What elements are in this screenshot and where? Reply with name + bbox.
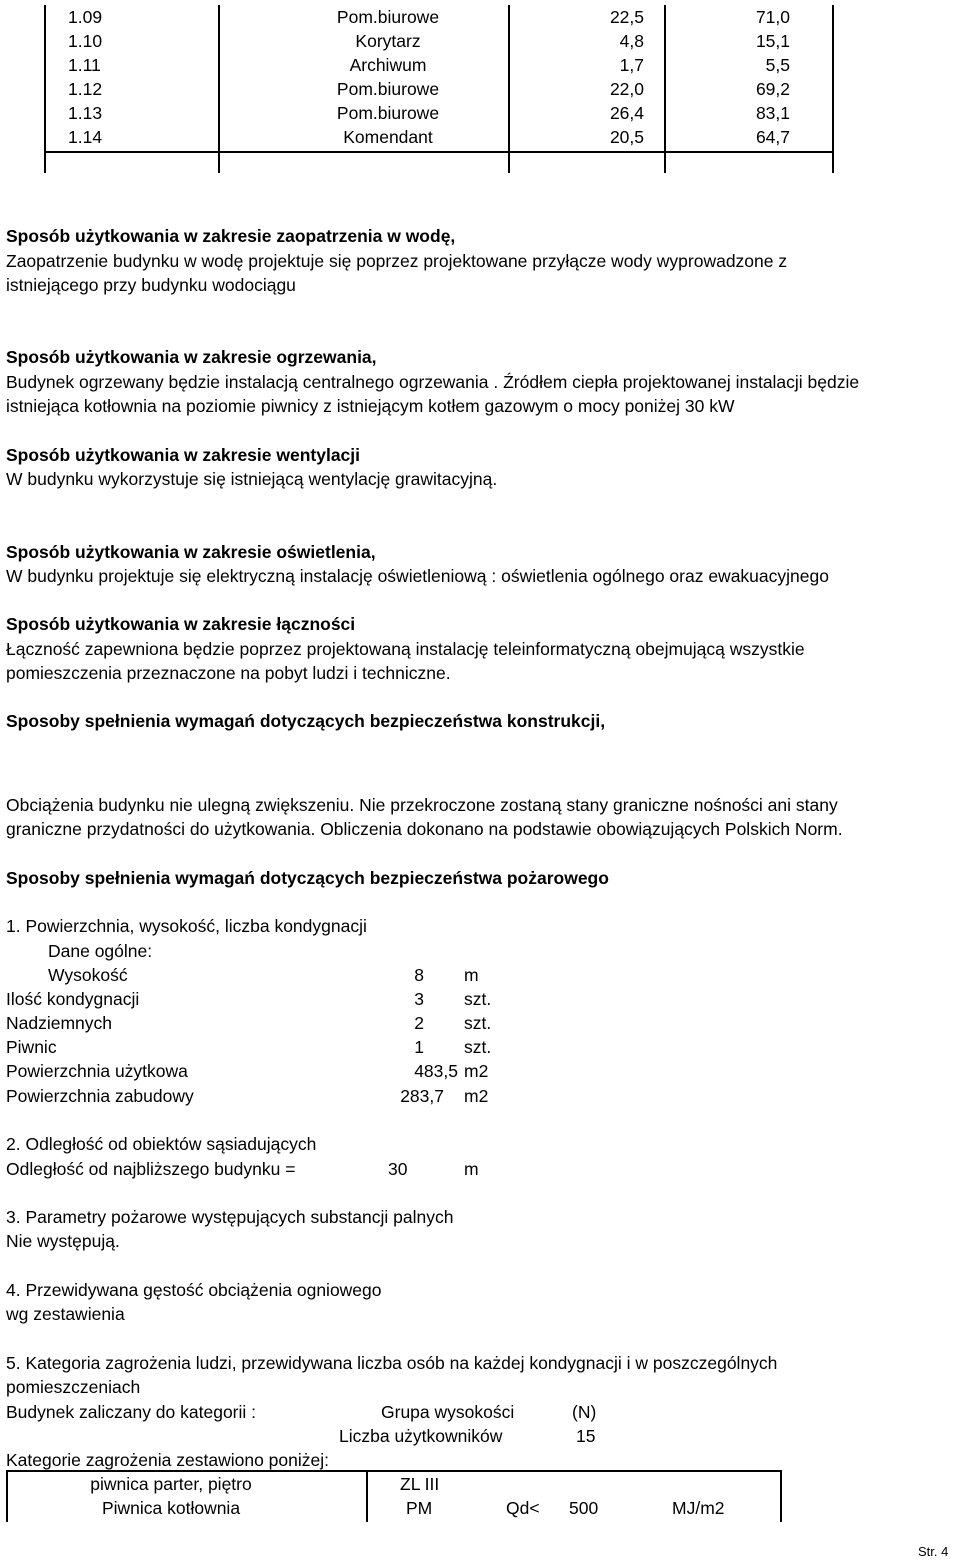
room-volume: 64,7 — [755, 127, 790, 147]
room-area: 22,0 — [609, 79, 644, 99]
param-label: Powierzchnia użytkowa — [6, 1061, 188, 1081]
param-unit: m2 — [464, 1061, 489, 1081]
param-value: 283,7 — [400, 1086, 444, 1106]
lighting-text: W budynku projektuje się elektryczną instalację oświetleniową : oświetlenia ogólnego oraz ewakuacyjnego — [6, 566, 829, 586]
section-heading-ventilation: Sposób użytkowania w zakresie wentylacji — [6, 445, 361, 465]
room-name: Pom.biurowe — [336, 103, 440, 123]
room-area: 20,5 — [609, 127, 644, 147]
category-code: PM — [406, 1498, 433, 1518]
comms-text: Łączność zapewniona będzie poprzez projektowaną instalację teleinformatyczną obejmującą wszystkie — [6, 639, 805, 659]
table-row — [44, 101, 834, 125]
structure-text: graniczne przydatności do użytkowania. Obliczenia dokonano na podstawie obowiązujących Polskich Norm. — [6, 819, 843, 839]
fire-s2-label: Odległość od najbliższego budynku = — [6, 1159, 296, 1179]
fire-s5-height-group: Grupa wysokości — [381, 1402, 515, 1422]
fire-s3-title: 3. Parametry pożarowe występujących substancji palnych — [6, 1207, 454, 1227]
section-heading-lighting: Sposób użytkowania w zakresie oświetlenia, — [6, 542, 376, 562]
room-name: Pom.biurowe — [336, 79, 440, 99]
category-unit: MJ/m2 — [672, 1498, 725, 1518]
room-number: 1.09 — [68, 7, 103, 27]
table-row — [44, 53, 834, 77]
room-number: 1.10 — [68, 31, 103, 51]
fire-s3-text: Nie występują. — [6, 1231, 120, 1251]
fire-s2-unit: m — [464, 1159, 479, 1179]
param-unit: szt. — [464, 1037, 492, 1057]
table-border — [366, 1470, 368, 1522]
table-row — [44, 5, 834, 29]
param-value: 2 — [414, 1013, 424, 1033]
fire-s4-title: 4. Przewidywana gęstość obciążenia ogniowego — [6, 1280, 382, 1300]
param-value: 1 — [414, 1037, 424, 1057]
category-place: Piwnica kotłownia — [101, 1498, 241, 1518]
category-table — [6, 1470, 782, 1522]
fire-s5-title: 5. Kategoria zagrożenia ludzi, przewidywana liczba osób na każdej kondygnacji i w poszczególnych — [6, 1353, 778, 1373]
water-text: Zaopatrzenie budynku w wodę projektuje się poprzez projektowane przyłącze wody wyprowadzone z — [6, 251, 788, 271]
section-heading-water: Sposób użytkowania w zakresie zaopatrzenia w wodę, — [6, 226, 456, 246]
table-border — [780, 1470, 782, 1522]
table-row — [44, 29, 834, 53]
fire-s5-category-label: Budynek zaliczany do kategorii : — [6, 1402, 256, 1422]
room-table — [44, 5, 834, 173]
water-text: istniejącego przy budynku wodociągu — [6, 275, 296, 295]
room-number: 1.11 — [68, 55, 101, 75]
room-volume: 71,0 — [755, 7, 790, 27]
table-border — [44, 151, 834, 153]
room-name: Archiwum — [349, 55, 427, 75]
param-unit: m2 — [464, 1086, 489, 1106]
param-label: Wysokość — [48, 965, 128, 985]
param-label: Powierzchnia zabudowy — [6, 1086, 194, 1106]
fire-s5-users-value: 15 — [576, 1426, 596, 1446]
room-number: 1.13 — [68, 103, 103, 123]
param-unit: szt. — [464, 989, 492, 1009]
param-unit: szt. — [464, 1013, 492, 1033]
room-volume: 69,2 — [755, 79, 790, 99]
param-label: Piwnic — [6, 1037, 57, 1057]
fire-s1-general: Dane ogólne: — [48, 941, 153, 961]
section-heading-comms: Sposób użytkowania w zakresie łączności — [6, 614, 356, 634]
ventilation-text: W budynku wykorzystuje się istniejącą wentylację grawitacyjną. — [6, 469, 498, 489]
section-heading-heating: Sposób użytkowania w zakresie ogrzewania, — [6, 347, 377, 367]
fire-s5-users-label: Liczba użytkowników — [339, 1426, 503, 1446]
fire-s2-value: 30 — [388, 1159, 408, 1179]
fire-s1-title: 1. Powierzchnia, wysokość, liczba kondygnacji — [6, 916, 367, 936]
fire-s5-height-value: (N) — [572, 1402, 597, 1422]
comms-text: pomieszczenia przeznaczone na pobyt ludzi i techniczne. — [6, 663, 451, 683]
section-heading-structure: Sposoby spełnienia wymagań dotyczących bezpieczeństwa konstrukcji, — [6, 711, 606, 731]
room-name: Komendant — [343, 127, 433, 147]
page-number: Str. 4 — [918, 1544, 949, 1559]
param-unit: m — [464, 965, 479, 985]
param-label: Ilość kondygnacji — [6, 989, 140, 1009]
fire-s2-title: 2. Odległość od obiektów sąsiadujących — [6, 1134, 317, 1154]
category-qd-value: 500 — [569, 1498, 599, 1518]
fire-s5-title-cont: pomieszczeniach — [6, 1377, 141, 1397]
room-area: 4,8 — [619, 31, 644, 51]
room-number: 1.12 — [68, 79, 103, 99]
category-place: piwnica parter, piętro — [90, 1474, 252, 1494]
param-value: 8 — [414, 965, 424, 985]
fire-s5-list-title: Kategorie zagrożenia zestawiono poniżej: — [6, 1450, 329, 1470]
room-volume: 5,5 — [765, 55, 790, 75]
room-area: 1,7 — [619, 55, 644, 75]
room-number: 1.14 — [68, 127, 103, 147]
room-name: Pom.biurowe — [336, 7, 440, 27]
param-value: 3 — [414, 989, 424, 1009]
table-row — [44, 77, 834, 101]
category-qd: Qd< — [506, 1498, 540, 1518]
fire-s4-text: wg zestawienia — [6, 1304, 125, 1324]
category-code: ZL III — [400, 1474, 440, 1494]
table-row — [44, 125, 834, 149]
heating-text: Budynek ogrzewany będzie instalacją centralnego ogrzewania . Źródłem ciepła projektowanej instalacji będzie — [6, 372, 860, 392]
room-name: Korytarz — [355, 31, 421, 51]
room-volume: 15,1 — [755, 31, 790, 51]
heating-text: istniejąca kotłownia na poziomie piwnicy z istniejącym kotłem gazowym o mocy poniżej 30 kW — [6, 396, 735, 416]
room-volume: 83,1 — [755, 103, 790, 123]
structure-text: Obciążenia budynku nie ulegną zwiększeniu. Nie przekroczone zostaną stany graniczne nośności ani stany — [6, 795, 838, 815]
section-heading-fire: Sposoby spełnienia wymagań dotyczących bezpieczeństwa pożarowego — [6, 868, 609, 888]
room-area: 26,4 — [609, 103, 644, 123]
param-label: Nadziemnych — [6, 1013, 113, 1033]
param-value: 483,5 — [414, 1061, 458, 1081]
room-area: 22,5 — [609, 7, 644, 27]
